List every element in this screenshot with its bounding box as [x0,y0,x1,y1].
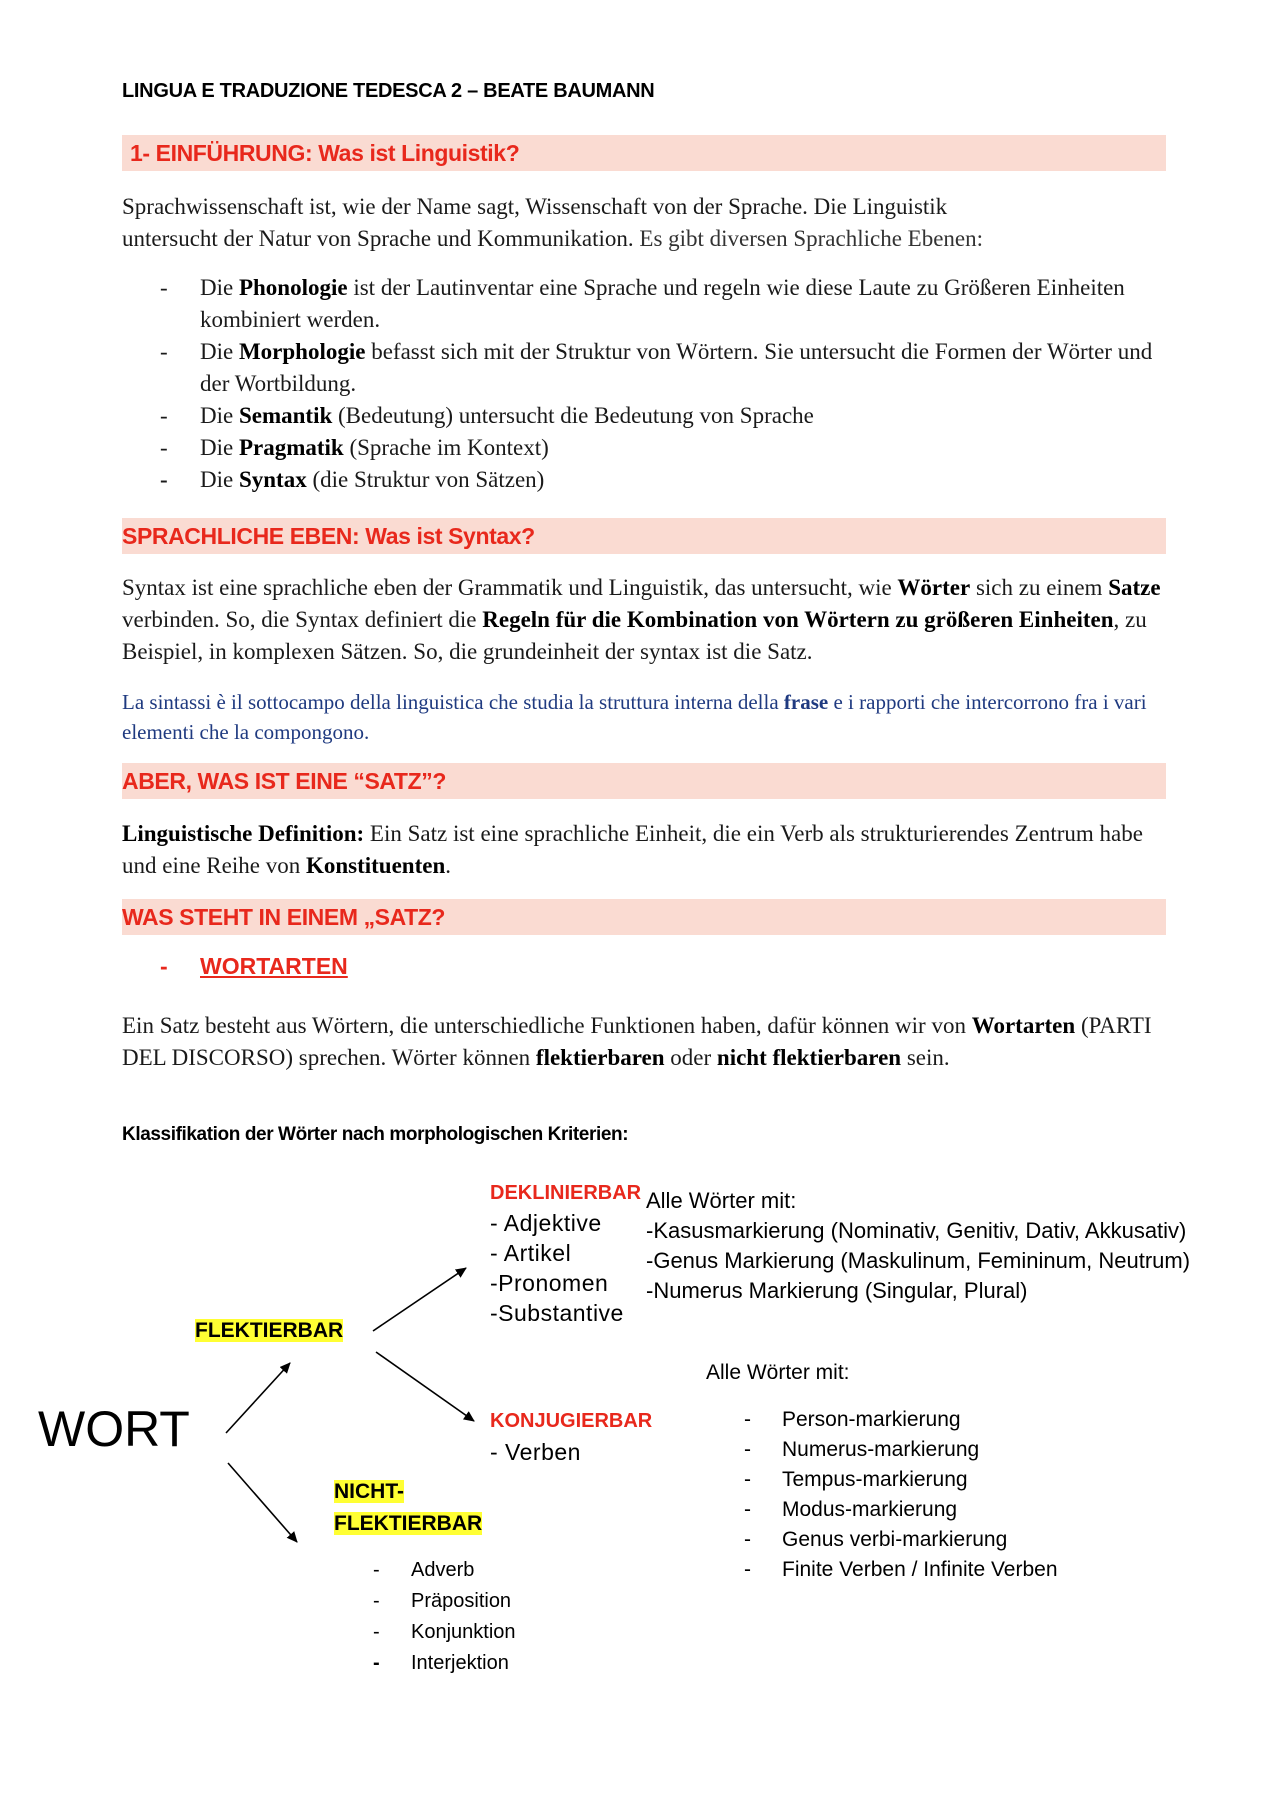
root-wort: WORT [38,1401,190,1457]
arrow-wort-nicht-flektierbar [228,1463,297,1542]
arrow-flektierbar-konj [376,1352,474,1421]
node-deklinierbar: DEKLINIERBAR [490,1182,642,1204]
list-item: - Tempus-markierung [744,1468,968,1491]
list-item: - Die Syntax (die Struktur von Sätzen) [160,467,545,492]
list-item: - Artikel [490,1240,572,1266]
list-item: - Präposition [373,1590,512,1612]
deklinierbar-description [646,1186,1190,1306]
deklinierbar-list [490,1208,624,1328]
node-konjugierbar: KONJUGIERBAR [490,1410,653,1432]
list-item: -Genus Markierung (Maskulinum, Femininum, Neutrum) [646,1248,1191,1273]
satz-definition: Linguistische Definition: Ein Satz ist eine sprachliche Einheit, die ein Verb als strukturierendes Zentrum habe und eine Reihe von Konstituenten. [122,821,1143,878]
list-item: - Die Morphologie befasst sich mit der Struktur von Wörtern. Sie untersucht die Formen der Wörter und der Wortbildung. [160,339,1153,396]
syntax-paragraph: Syntax ist eine sprachliche eben der Grammatik und Linguistik, das untersucht, wie Wörter sich zu einem Satze verbinden. So, die Syntax definiert die Regeln für die Kombination von Wörtern zu größeren Einheiten, zu Beispiel, in komplexen Sätzen. So, die grundeinheit der syntax ist die Satz. [122,575,1161,664]
list-item: - Konjunktion [373,1621,516,1643]
section-heading-syntax: SPRACHLICHE EBEN: Was ist Syntax? [122,523,535,549]
section-heading-satz: ABER, WAS IST EINE “SATZ”? [122,768,446,794]
list-item: - Adverb [373,1559,475,1581]
document-title: LINGUA E TRADUZIONE TEDESCA 2 – BEATE BAUMANN [122,80,655,102]
intro-line-1: Sprachwissenschaft ist, wie der Name sagt, Wissenschaft von der Sprache. Die Linguistik [122,194,948,219]
list-item: - Adjektive [490,1210,602,1236]
list-item: -Kasusmarkierung (Nominativ, Genitiv, Dativ, Akkusativ) [646,1218,1187,1243]
node-flektierbar: FLEKTIERBAR [195,1319,344,1342]
section-heading-einfuehrung: 1- EINFÜHRUNG: Was ist Linguistik? [130,140,520,166]
list-item: - Die Semantik (Bedeutung) untersucht die Bedeutung von Sprache [160,403,814,428]
list-item: - Die Phonologie ist der Lautinventar eine Sprache und regeln wie diese Laute zu Größeren Einheiten kombiniert werden. [160,275,1125,332]
list-item: Alle Wörter mit: [646,1188,797,1213]
list-item: - Interjektion [373,1652,509,1674]
arrow-flektierbar-dekl [373,1268,466,1331]
wortarten-paragraph: Ein Satz besteht aus Wörtern, die unterschiedliche Funktionen haben, dafür können wir von Wortarten (PARTI DEL DISCORSO) sprechen. Wörter können flektierbaren oder nicht flektierbaren sein. [122,1013,1152,1070]
konjugierbar-desc-title: Alle Wörter mit: [706,1361,850,1384]
node-nicht-flektierbar: NICHT- FLEKTIERBAR [334,1480,483,1535]
subheading-wortarten: - WORTARTEN [160,953,348,979]
italian-definition: La sintassi è il sottocampo della linguistica che studia la struttura interna della frase e i rapporti che intercorrono fra i vari elementi che la compongono. [122,690,1147,744]
list-item: - Numerus-markierung [744,1438,980,1461]
intro-line-2-ebenen: Es gibt diversen Sprachliche Ebenen: [633,226,984,251]
classification-caption: Klassifikation der Wörter nach morphologischen Kriterien: [122,1124,629,1145]
section-heading-was-steht: WAS STEHT IN EINEM „SATZ? [122,904,446,930]
list-item: - Person-markierung [744,1408,961,1431]
list-item: -Numerus Markierung (Singular, Plural) [646,1278,1028,1303]
list-item: - Finite Verben / Infinite Verben [744,1558,1058,1581]
nicht-flektierbar-list [373,1555,673,1679]
list-item: -Substantive [490,1300,624,1326]
konjugierbar-description [744,1405,1144,1585]
list-item: -Pronomen [490,1270,609,1296]
list-item: - Modus-markierung [744,1498,958,1521]
list-item: - Die Pragmatik (Sprache im Kontext) [160,435,549,460]
intro-line-2: untersucht der Natur von Sprache und Kommunikation. [122,226,634,251]
list-item: - Genus verbi-markierung [744,1528,1008,1551]
konjugierbar-list: - Verben [490,1439,581,1465]
arrow-wort-flektierbar [226,1363,290,1433]
